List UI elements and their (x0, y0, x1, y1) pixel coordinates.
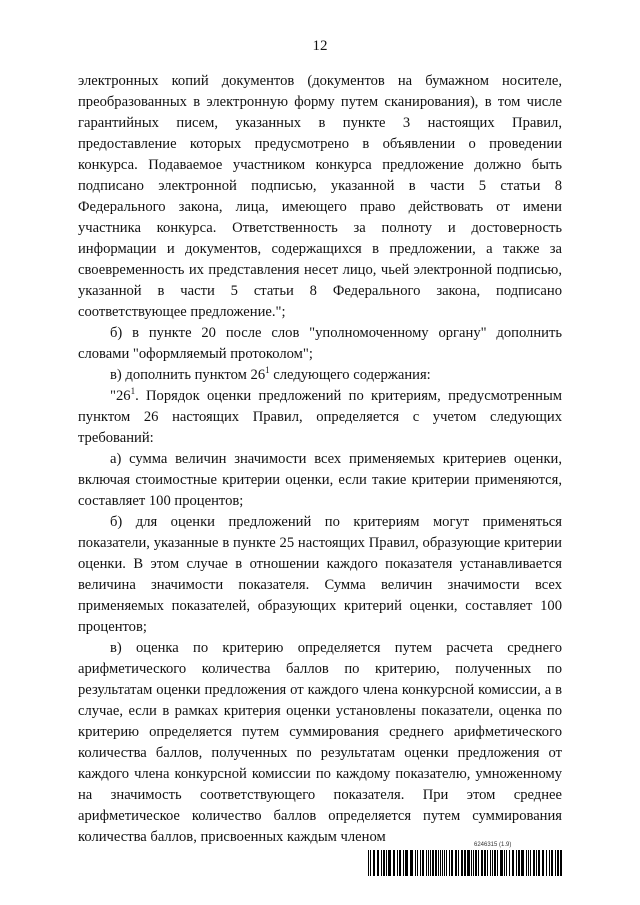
document-code: 6246315 (1.9) (474, 842, 512, 848)
barcode-graphic (368, 850, 563, 876)
paragraph-item-b-20: б) в пункте 20 после слов "уполномоченному органу" дополнить словами "оформляемый протоколом"; (78, 325, 562, 362)
document-body (78, 71, 562, 848)
paragraph-item-v-add (78, 365, 562, 386)
paragraph-requirement-b: б) для оценки предложений по критериям могут применяться показатели, указанные в пункте 25 настоящих Правил, образующие критерии оценки. В этом случае в отношении каждого показателя устанавливается величина значимости показателя. Сумма величин значимости всех применяемых показателей, образующих критерий оценки, составляет 100 процентов; (78, 514, 562, 635)
paragraph-text: "26 (110, 388, 131, 404)
paragraph-requirement-v: в) оценка по критерию определяется путем расчета среднего арифметического количества баллов по критерию, полученных по результатам оценки предложения от каждого члена конкурсной комиссии, а в случае, если в рамках критерия оценки установлены показатели, оценка по критерию определяется путем суммирования среднего арифметического количества баллов, полученных по результатам оценки предложения от каждого члена конкурсной комиссии по каждому показателю, умноженному на значимость соответствующего показателя. При этом среднее арифметическое количество баллов определяется путем суммирования количества баллов, присвоенных каждым членом (78, 640, 562, 845)
paragraph-26-1 (78, 386, 562, 449)
paragraph-requirement-a: а) сумма величин значимости всех применяемых критериев оценки, включая стоимостные критерии оценки, если такие критерии применяются, составляет 100 процентов; (78, 451, 562, 509)
page-number: 12 (312, 38, 328, 54)
paragraph-continuation: электронных копий документов (документов на бумажном носителе, преобразованных в электронную форму путем сканирования), в том числе гарантийных писем, указанных в пункте 3 настоящих Правил, предоставление которых предусмотрено в объявлении о проведении конкурса. Подаваемое участником конкурса предложение должно быть подписано электронной подписью, указанной в части 5 статьи 8 Федерального закона, лица, имеющего право действовать от имени участника конкурса. Ответственность за полноту и достоверность информации и документов, содержащихся в предложении, а также за своевременность их представления несет лицо, чьей электронной подписью, указанной в части 5 статьи 8 Федерального закона, подписано соответствующее предложение."; (78, 73, 562, 320)
superscript: 1 (130, 386, 136, 397)
paragraph-text: . Порядок оценки предложений по критериям, предусмотренным пунктом 26 настоящих Правил, определяется с учетом следующих требований: (78, 388, 562, 446)
paragraph-text: следующего содержания: (269, 367, 431, 383)
superscript: 1 (265, 365, 270, 376)
paragraph-text: в) дополнить пунктом 26 (110, 367, 266, 383)
